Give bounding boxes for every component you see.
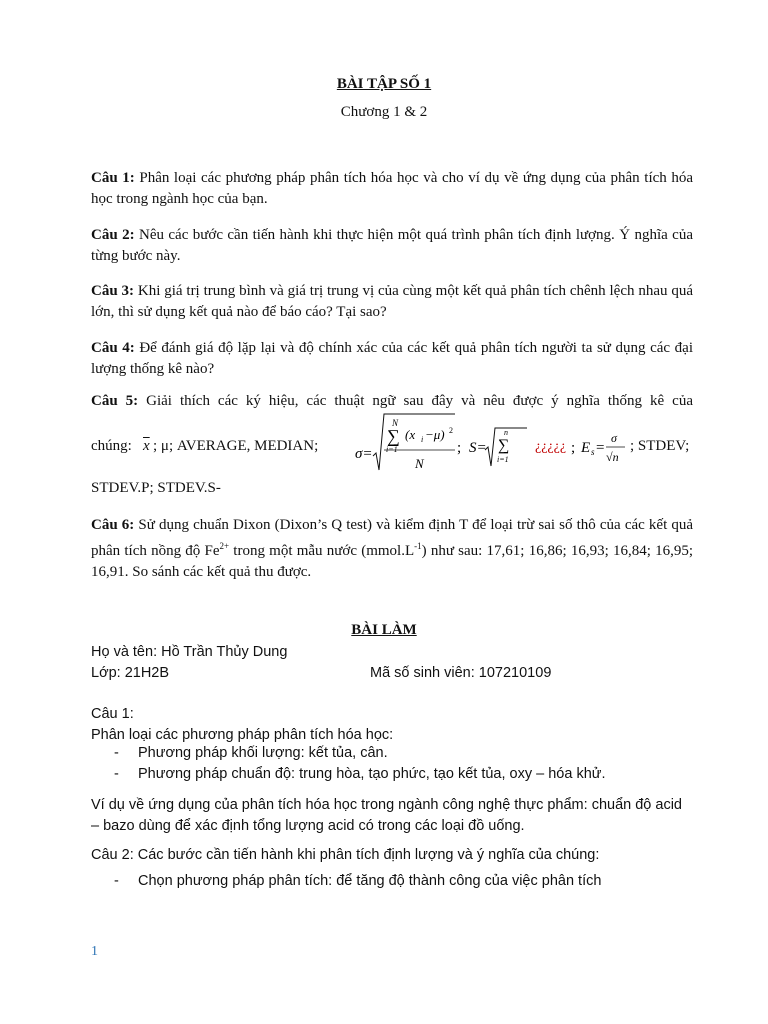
sum-term-end: −μ) bbox=[425, 427, 445, 442]
bullet-dash: - bbox=[114, 873, 119, 889]
bullet-text: Chọn phương pháp phân tích: để tăng độ thành công của việc phân tích bbox=[138, 873, 602, 889]
sum-sign: ∑ bbox=[387, 426, 400, 446]
question-5-line-3: STDEV.P; STDEV.S- bbox=[91, 480, 221, 496]
es-symbol: E bbox=[581, 440, 591, 456]
question-5-chung: chúng: bbox=[91, 438, 132, 454]
question-3-label: Câu 3: bbox=[91, 283, 135, 299]
s-bottom: i=1 bbox=[497, 455, 509, 464]
stdev-text: ; STDEV; bbox=[630, 438, 690, 454]
question-6-text-c: ) như sau: 17,61; 16,86; 16,93; 16,84; 16,95; 16,91. So sánh các kết quả thu được. bbox=[91, 543, 694, 580]
es-num: σ bbox=[611, 431, 617, 445]
es-eq: = bbox=[596, 440, 605, 456]
sum-term-exp: 2 bbox=[449, 426, 453, 435]
page-number: 1 bbox=[91, 944, 98, 959]
xbar-symbol: $\overline{x}$ bbox=[143, 438, 150, 454]
answer-1-example: Ví dụ về ứng dụng của phân tích hóa học trong ngành công nghệ thực phẩm: chuẩn độ acid – bazo dùng để xác định tổng lượng acid có trong các loại đồ uống. bbox=[91, 797, 682, 834]
list-item bbox=[0, 873, 768, 893]
question-2 bbox=[91, 225, 693, 267]
document-subtitle: Chương 1 & 2 bbox=[340, 104, 428, 120]
bullet-dash: - bbox=[114, 745, 119, 761]
l-superscript: -1 bbox=[414, 541, 422, 551]
question-6-text-b: trong một mẫu nước (mmol.L bbox=[229, 543, 415, 559]
sum-bottom: i=1 bbox=[386, 445, 398, 454]
answer-1-label: Câu 1: bbox=[91, 706, 134, 722]
question-5-line-1 bbox=[91, 393, 693, 410]
fe-superscript: 2+ bbox=[219, 541, 230, 551]
question-6 bbox=[91, 515, 693, 583]
bullet-text: Phương pháp khối lượng: kết tủa, cân. bbox=[138, 745, 388, 761]
question-2-label: Câu 2: bbox=[91, 227, 135, 243]
sum-top: N bbox=[392, 418, 399, 428]
es-formula bbox=[571, 422, 631, 472]
question-2-text: Nêu các bước cần tiến hành khi thực hiện một quá trình phân tích định lượng. Ý nghĩa của từng bước này. bbox=[91, 227, 693, 264]
answer-2-heading: Câu 2: Các bước cần tiến hành khi phân tích định lượng và ý nghĩa của chúng: bbox=[91, 847, 600, 863]
question-5-formula-line bbox=[91, 412, 693, 472]
es-sub: s bbox=[591, 447, 595, 457]
question-4-text: Để đánh giá độ lặp lại và độ chính xác của các kết quả phân tích người ta sử dụng các đại lượng thống kê nào? bbox=[91, 340, 693, 377]
sigma-semicolon: ; bbox=[457, 440, 462, 456]
s-garbled: ¿¿¿¿¿ bbox=[535, 439, 567, 454]
student-name: Họ và tên: Hồ Trần Thủy Dung bbox=[91, 644, 288, 660]
bullet-dash: - bbox=[114, 766, 119, 782]
list-item bbox=[0, 766, 768, 786]
question-1-text: Phân loại các phương pháp phân tích hóa học và cho ví dụ về ứng dụng của phân tích hóa học trong ngành học của bạn. bbox=[91, 170, 694, 207]
sum-term: (x bbox=[405, 427, 416, 442]
student-id: Mã số sinh viên: 107210109 bbox=[370, 665, 552, 681]
sigma-eq: σ= bbox=[355, 446, 373, 462]
question-1 bbox=[91, 168, 693, 210]
answer-title: BÀI LÀM bbox=[351, 622, 417, 638]
list-item bbox=[0, 745, 768, 765]
document-title: BÀI TẬP SỐ 1 bbox=[336, 76, 432, 92]
question-5-text: Giải thích các ký hiệu, các thuật ngữ sau đây và nêu được ý nghĩa thống kê của bbox=[138, 393, 693, 409]
sum-term-sub: i bbox=[421, 435, 424, 444]
s-sum-sign: ∑ bbox=[498, 437, 510, 454]
question-1-label: Câu 1: bbox=[91, 170, 135, 186]
es-semicolon-lead: ; bbox=[571, 440, 576, 456]
question-6-text-a: Sử dụng chuẩn Dixon (Dixon’s Q test) và kiểm định T để loại trừ sai số thô của các kết quả phân tích nồng độ Fe bbox=[91, 517, 694, 559]
question-4 bbox=[91, 338, 693, 380]
s-eq: S= bbox=[469, 440, 487, 456]
mu-average-median: ; μ; AVERAGE, MEDIAN; bbox=[153, 438, 319, 454]
student-class: Lớp: 21H2B bbox=[91, 665, 170, 681]
question-4-label: Câu 4: bbox=[91, 340, 135, 356]
question-3 bbox=[91, 281, 693, 323]
question-5-label: Câu 5: bbox=[91, 393, 139, 409]
s-top: n bbox=[504, 428, 508, 437]
answer-1-intro: Phân loại các phương pháp phân tích hóa học: bbox=[91, 727, 394, 743]
bullet-text: Phương pháp chuẩn độ: trung hòa, tạo phức, tạo kết tủa, oxy – hóa khử. bbox=[138, 766, 606, 782]
es-den: √n bbox=[606, 450, 619, 464]
question-6-label: Câu 6: bbox=[91, 517, 135, 533]
question-3-text: Khi giá trị trung bình và giá trị trung vị của cùng một kết quả phân tích chênh lệch nhau quá lớn, thì sử dụng kết quả nào để báo cáo? Tại sao? bbox=[91, 283, 694, 320]
sigma-formula bbox=[351, 412, 561, 474]
sigma-denominator: N bbox=[415, 456, 424, 471]
